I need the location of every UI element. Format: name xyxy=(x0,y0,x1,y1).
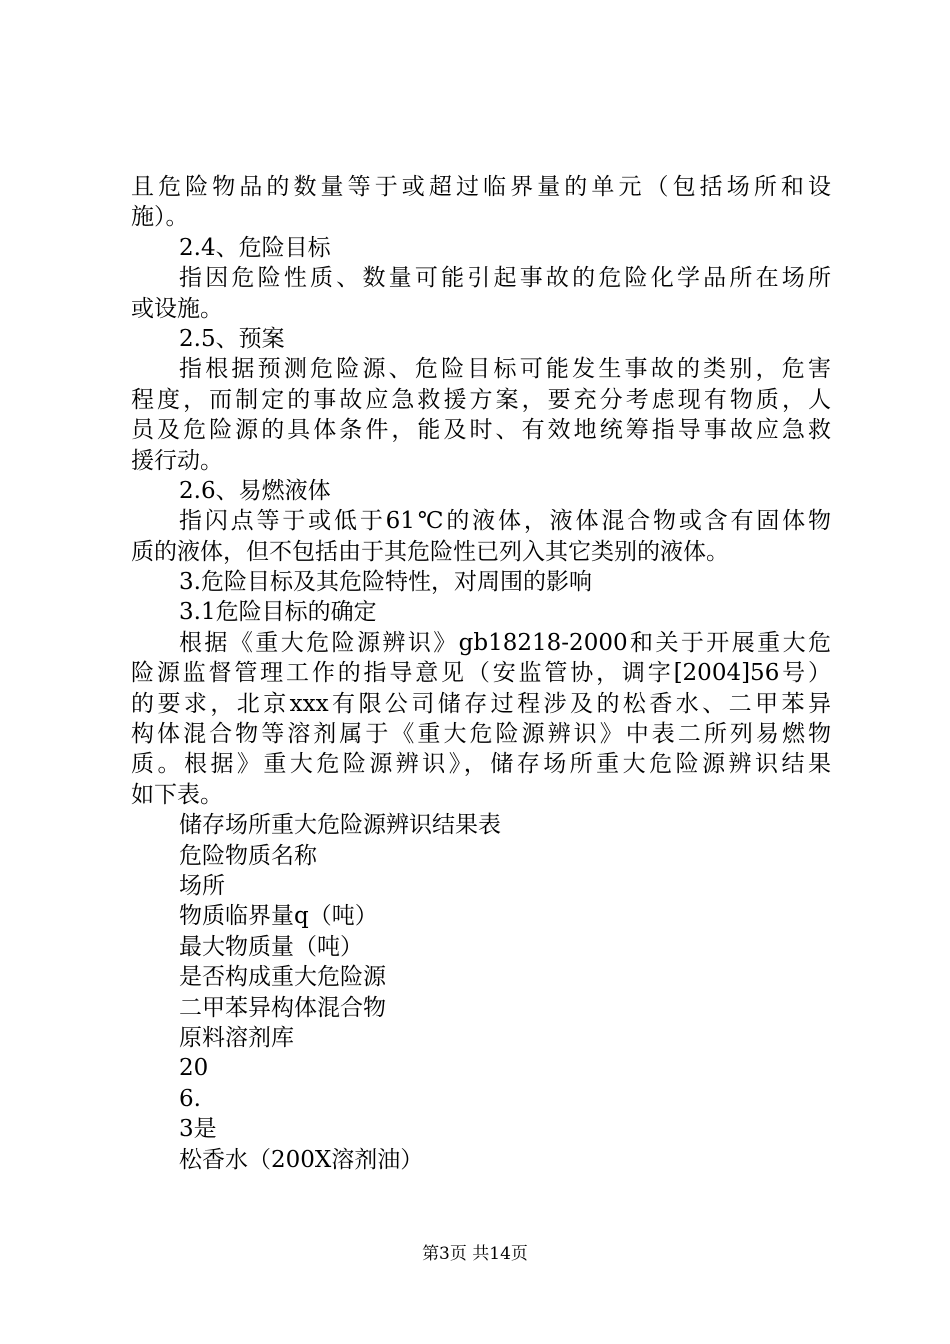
table-cell: 原料溶剂库 xyxy=(179,1024,294,1051)
text-line: 根据《重大危险源辨识》gb18218-2000和关于开展重大危 xyxy=(179,629,831,656)
section-heading: 2.5、预案 xyxy=(179,325,285,352)
text-line: 且危险物品的数量等于或超过临界量的单元（包括场所和设 xyxy=(131,174,831,200)
table-cell: 场所 xyxy=(179,872,225,899)
text-line: 质的液体，但不包括由于其危险性已列入其它类别的液体。 xyxy=(131,538,729,565)
page-number: 第3页 共14页 xyxy=(422,1244,528,1264)
table-title: 储存场所重大危险源辨识结果表 xyxy=(179,812,501,839)
table-cell: 二甲苯异构体混合物 xyxy=(179,994,386,1021)
table-cell: 危险物质名称 xyxy=(179,842,317,869)
text-line: 员及危险源的具体条件，能及时、有效地统筹指导事故应急救 xyxy=(131,417,831,444)
text-line: 指因危险性质、数量可能引起事故的危险化学品所在场所 xyxy=(179,265,831,292)
section-heading: 2.4、危险目标 xyxy=(179,234,331,261)
text-line: 指根据预测危险源、危险目标可能发生事故的类别，危害 xyxy=(179,356,831,383)
section-heading: 3.危险目标及其危险特性，对周围的影响 xyxy=(179,569,592,596)
table-cell: 物质临界量q（吨） xyxy=(179,903,378,930)
section-heading: 2.6、易燃液体 xyxy=(179,477,331,504)
text-line: 的要求，北京xxx有限公司储存过程涉及的松香水、二甲苯异 xyxy=(131,690,831,717)
text-line: 程度，而制定的事故应急救援方案，要充分考虑现有物质，人 xyxy=(131,386,831,413)
table-cell: 20 xyxy=(179,1055,209,1082)
text-line: 如下表。 xyxy=(131,781,223,808)
text-line: 或设施。 xyxy=(131,295,223,322)
table-cell: 最大物质量（吨） xyxy=(179,933,363,960)
section-heading: 3.1危险目标的确定 xyxy=(179,599,377,626)
text-line: 质。根据》重大危险源辨识》，储存场所重大危险源辨识结果 xyxy=(131,751,831,778)
table-cell: 6. xyxy=(179,1085,201,1112)
text-line: 指闪点等于或低于61℃的液体，液体混合物或含有固体物 xyxy=(179,508,831,535)
table-cell: 是否构成重大危险源 xyxy=(179,964,386,991)
text-line: 施）。 xyxy=(131,204,189,231)
text-line: 险源监督管理工作的指导意见（安监管协，调字[2004]56号） xyxy=(131,660,831,687)
table-cell: 3是 xyxy=(179,1116,217,1143)
document-body xyxy=(131,172,831,1175)
table-cell: 松香水（200X溶剂油） xyxy=(179,1146,424,1173)
page-footer xyxy=(0,1243,950,1265)
text-line: 构体混合物等溶剂属于《重大危险源辨识》中表二所列易燃物 xyxy=(131,721,831,748)
text-line: 援行动。 xyxy=(131,447,223,474)
